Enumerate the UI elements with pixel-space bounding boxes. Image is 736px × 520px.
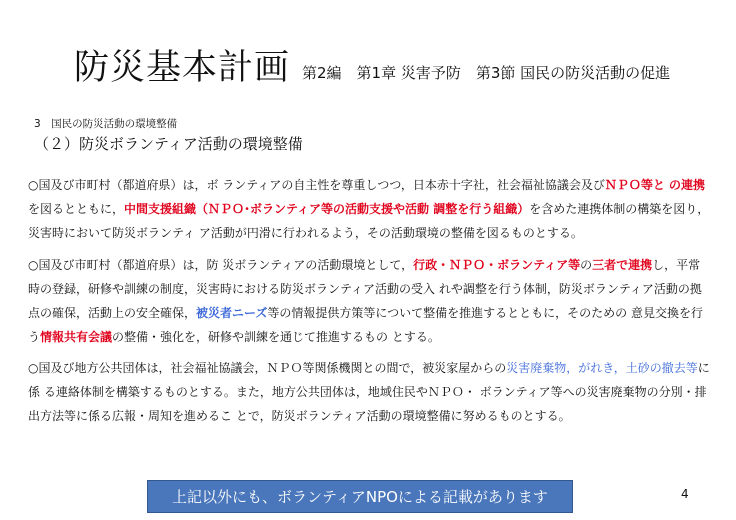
p3-text-2: に係 る連絡体制を構築するものとする。また，地方公共団体は，地域住民やＮＰＯ・ ボランティア等への災害廃棄物の分別・排出方法等に係る広報・周知を進めるこ とで，防災ボランティア活動の環境整備に努めるものとする。 bbox=[28, 361, 710, 423]
p2-text-4: 等の情報提供方策等について整備を推進するとともに，そのための 意見交換を行う bbox=[28, 306, 703, 344]
p2-text-5: の整備・強化を，研修や訓練を通じて推進するもの とする。 bbox=[112, 330, 440, 344]
paragraph-1 bbox=[28, 173, 712, 245]
p1-text-1: ○国及び市町村（都道府県）は，ボ ランティアの自主性を尊重しつつ，日本赤十字社，社会福祉協議会及び bbox=[28, 178, 605, 192]
p1-text-2: を図るとともに， bbox=[28, 202, 125, 216]
paragraph-3 bbox=[28, 356, 712, 428]
p2-highlight-cooperation: 三者で連携 bbox=[592, 258, 653, 272]
page-subtitle: 第2編 第1章 災害予防 第3節 国民の防災活動の促進 bbox=[302, 64, 671, 82]
p2-text-3: し，平常時の登録，研修や訓練の制度，災害時における防災ボランティア活動の受入 れや調整を行う体制，防災ボランティア活動の拠点の確保，活動上の安全確保， bbox=[28, 258, 702, 320]
p3-text-1: ○国及び地方公共団体は，社会福祉協議会，ＮＰＯ等関係機関との間で，被災家屋からの bbox=[28, 361, 507, 375]
p2-highlight-actors: 行政・ＮＰＯ・ボランティア等 bbox=[413, 258, 581, 272]
p2-highlight-meeting: 情報共有会議 bbox=[40, 330, 113, 344]
paragraph-2 bbox=[28, 253, 712, 349]
p1-highlight-npo: ＮＰＯ等と の連携 bbox=[604, 178, 706, 192]
p2-text-1: ○国及び市町村（都道府県）は，防 災ボランティアの活動環境として， bbox=[28, 258, 414, 272]
p2-highlight-needs: 被災者ニーズ bbox=[196, 306, 268, 320]
p1-highlight-intermediary: 中間支援組織（ＮＰＯ･ボランティア等の活動支援や活動 調整を行う組織） bbox=[124, 202, 530, 216]
p2-text-2: の bbox=[580, 258, 593, 272]
p3-highlight-debris: 災害廃棄物，がれき，土砂の撤去等 bbox=[506, 361, 698, 375]
subsection-heading: （２）防災ボランティア活動の環境整備 bbox=[34, 135, 303, 153]
section-heading: 3 国民の防災活動の環境整備 bbox=[34, 118, 178, 130]
page-number: 4 bbox=[681, 487, 689, 501]
p1-text-3: を含めた連携体制の構築を図り，災害時において防災ボランティ ア活動が円滑に行われるよう，その活動環境の整備を図るものとする。 bbox=[28, 202, 710, 240]
footer-note-banner: 上記以外にも、ボランティアNPOによる記載があります bbox=[147, 480, 573, 513]
page-title: 防災基本計画 bbox=[74, 48, 291, 88]
